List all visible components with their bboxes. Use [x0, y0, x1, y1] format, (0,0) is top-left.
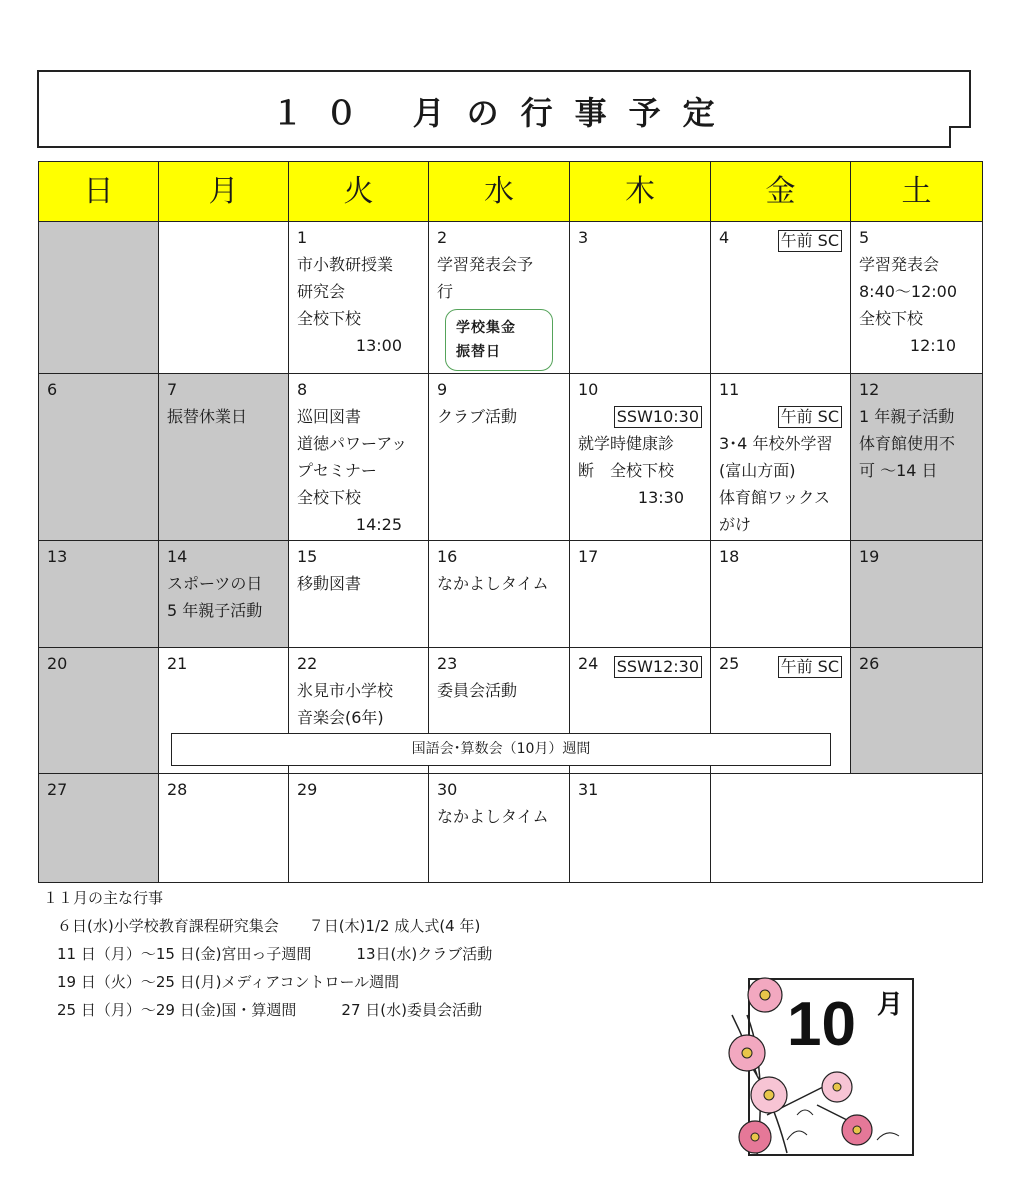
day-number: 5 [859, 228, 870, 247]
event-text: がけ [719, 515, 752, 534]
counselor-tag: 午前 SC [778, 230, 842, 252]
day-number: 11 [719, 380, 740, 399]
event-time: 13:00 [355, 336, 402, 355]
day-cell [39, 374, 159, 541]
event-text: プセミナー [297, 461, 377, 480]
event-text: 全校下校 [297, 488, 362, 507]
day-cell [429, 774, 570, 883]
day-number: 7 [167, 380, 178, 399]
event-text: 就学時健康診 [578, 434, 675, 453]
day-number: 21 [167, 654, 188, 673]
cosmos-flower-icon [822, 1072, 852, 1102]
event-time: 12:10 [909, 336, 956, 355]
counselor-tag: 午前 SC [778, 406, 842, 428]
day-cell [570, 222, 711, 374]
day-cell [429, 541, 570, 648]
event-text: (富山方面) [719, 461, 796, 480]
day-number: 29 [297, 780, 318, 799]
day-cell [570, 541, 711, 648]
week-row [39, 374, 983, 541]
day-number: 18 [719, 547, 740, 566]
event-time: 13:30 [637, 488, 684, 507]
event-text: 1 年親子活動 [859, 407, 955, 426]
day-number: 16 [437, 547, 458, 566]
weekday-header-row [39, 162, 983, 222]
day-number: 17 [578, 547, 599, 566]
collection-notice-box [445, 309, 553, 371]
day-number: 6 [47, 380, 58, 399]
weekday-tue: 火 [289, 162, 429, 222]
event-text: 8:40〜12:00 [859, 282, 958, 301]
weekday-sat: 土 [851, 162, 983, 222]
day-cell [159, 222, 289, 374]
event-text: 体育館使用不 [859, 434, 956, 453]
cosmos-flower-icon [739, 1121, 771, 1153]
event-text: 3･4 年校外学習 [719, 434, 833, 453]
cosmos-flower-icon [842, 1115, 872, 1145]
event-text: なかよしタイム [437, 574, 549, 593]
event-text: 道徳パワーアッ [297, 434, 408, 453]
day-cell [39, 541, 159, 648]
notice-line: 振替日 [456, 344, 501, 360]
week-bar-banner: 国語会･算数会（10月）週間 [171, 733, 831, 766]
day-number: 22 [297, 654, 318, 673]
day-cell [570, 374, 711, 541]
day-number: 26 [859, 654, 880, 673]
event-text: 断 全校下校 [578, 461, 675, 480]
event-text: 音楽会(6年) [297, 708, 384, 727]
event-text: 全校下校 [859, 309, 924, 328]
day-cell [39, 774, 159, 883]
event-text: 移動図書 [297, 574, 362, 593]
day-number: 13 [47, 547, 68, 566]
day-number: 4 [719, 228, 730, 247]
day-cell [570, 774, 711, 883]
next-month-notes [43, 884, 492, 1024]
badge-unit: 月 [877, 990, 904, 1020]
day-cell [851, 648, 983, 774]
day-cell [289, 541, 429, 648]
counselor-tag: 午前 SC [778, 656, 842, 678]
day-cell [39, 222, 159, 374]
event-text: 可 〜14 日 [859, 461, 938, 480]
day-number: 1 [297, 228, 308, 247]
event-text: 学習発表会予 [437, 255, 534, 274]
note-line: 19 日（火）〜25 日(月)メディアコントロール週間 [57, 973, 400, 991]
day-cell [429, 222, 570, 374]
day-cell [289, 374, 429, 541]
event-text: 巡回図書 [297, 407, 362, 426]
event-text: 学習発表会 [859, 255, 940, 274]
week-row [39, 774, 983, 883]
folded-corner [949, 126, 971, 148]
event-text: 全校下校 [297, 309, 362, 328]
event-text: クラブ活動 [437, 407, 518, 426]
weekday-thu: 木 [570, 162, 711, 222]
event-text: 氷見市小学校 [297, 681, 394, 700]
event-text: 5 年親子活動 [167, 601, 263, 620]
day-number: 30 [437, 780, 458, 799]
weekday-wed: 水 [429, 162, 570, 222]
note-line: ６日(水)小学校教育課程研究集会 ７日(木)1/2 成人式(4 年) [57, 917, 481, 935]
event-text: 振替休業日 [167, 407, 248, 426]
event-text: スポーツの日 [167, 574, 263, 593]
week-row [39, 222, 983, 374]
day-cell [711, 541, 851, 648]
day-number: 24 [578, 654, 599, 673]
empty-cell [711, 774, 983, 883]
note-line: 25 日（月）〜29 日(金)国・算週間 27 日(水)委員会活動 [57, 1001, 482, 1019]
event-text: 研究会 [297, 282, 346, 301]
cosmos-flower-icon [748, 978, 782, 1012]
day-cell [159, 374, 289, 541]
weekday-sun: 日 [39, 162, 159, 222]
day-number: 23 [437, 654, 458, 673]
cosmos-flower-icon [751, 1077, 787, 1113]
day-cell [851, 374, 983, 541]
social-worker-tag: SSW10:30 [614, 406, 702, 428]
day-cell [39, 648, 159, 774]
page-title: １０ 月の行事予定 [271, 94, 737, 132]
day-number: 25 [719, 654, 740, 673]
day-number: 19 [859, 547, 880, 566]
day-number: 14 [167, 547, 188, 566]
day-number: 27 [47, 780, 68, 799]
day-number: 28 [167, 780, 188, 799]
day-number: 8 [297, 380, 308, 399]
day-number: 2 [437, 228, 448, 247]
calendar-table [38, 161, 983, 883]
day-cell [159, 541, 289, 648]
day-number: 10 [578, 380, 599, 399]
weekday-mon: 月 [159, 162, 289, 222]
event-text: 行 [437, 282, 454, 301]
day-cell [289, 774, 429, 883]
day-number: 9 [437, 380, 448, 399]
day-number: 15 [297, 547, 318, 566]
day-cell [711, 222, 851, 374]
title-banner [37, 70, 971, 148]
event-text: 体育館ワックス [719, 488, 831, 507]
day-cell [851, 222, 983, 374]
day-cell [429, 374, 570, 541]
day-number: 20 [47, 654, 68, 673]
social-worker-tag: SSW12:30 [614, 656, 702, 678]
day-number: 12 [859, 380, 880, 399]
event-text: 市小教研授業 [297, 255, 394, 274]
day-cell [159, 774, 289, 883]
note-line: 11 日（月）〜15 日(金)宮田っ子週間 13日(水)クラブ活動 [57, 945, 493, 963]
notice-line: 学校集金 [456, 320, 516, 336]
day-cell [289, 222, 429, 374]
weekday-fri: 金 [711, 162, 851, 222]
day-cell [851, 541, 983, 648]
october-flower-badge [727, 975, 917, 1158]
day-number: 3 [578, 228, 589, 247]
day-number: 31 [578, 780, 599, 799]
cosmos-flower-icon [729, 1035, 765, 1071]
day-cell [711, 374, 851, 541]
event-text: なかよしタイム [437, 807, 549, 826]
event-text: 委員会活動 [437, 681, 518, 700]
notes-heading: １１月の主な行事 [43, 889, 164, 907]
badge-number: 10 [787, 990, 856, 1059]
week-row [39, 541, 983, 648]
event-time: 14:25 [355, 515, 402, 534]
